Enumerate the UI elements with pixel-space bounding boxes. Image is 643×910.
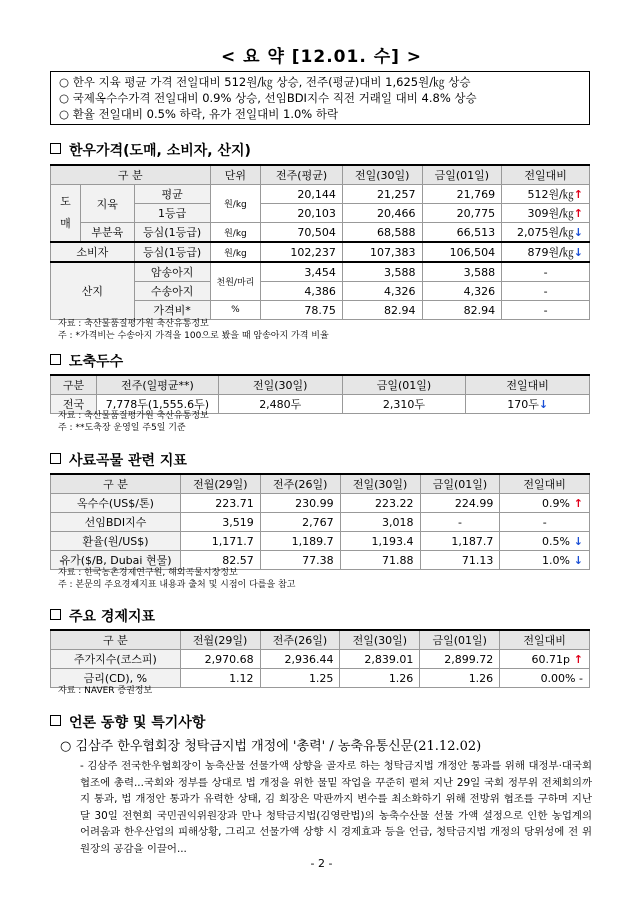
value-cell: 71.88 — [340, 551, 420, 570]
change-cell: - — [502, 301, 590, 320]
value-cell: 20,775 — [422, 204, 502, 223]
arrow-down-icon: ↓ — [573, 246, 583, 259]
row-label: 전국 — [51, 395, 97, 414]
arrow-down-icon: ↓ — [538, 398, 549, 411]
summary-box — [50, 71, 590, 125]
value-cell: 2,970.68 — [180, 650, 260, 669]
checkbox-square-icon — [50, 453, 61, 464]
col-header: 단위 — [210, 165, 261, 185]
arrow-down-icon: ↓ — [569, 553, 583, 567]
row-sublabel: 등심(1등급) — [134, 223, 210, 243]
footnote: 주 : **도축장 운영일 주5일 기준 — [58, 423, 186, 433]
arrow-up-icon: ↑ — [573, 188, 583, 201]
change-cell: 879원/㎏↓ — [502, 242, 590, 262]
value-cell: 82.57 — [180, 551, 260, 570]
change-cell: 309원/㎏↑ — [502, 204, 590, 223]
row-label: 부분육 — [80, 223, 134, 243]
value-cell: 1,171.7 — [180, 532, 260, 551]
value-cell: 2,767 — [260, 513, 340, 532]
col-header: 전일대비 — [502, 165, 590, 185]
source-note: 자료 : 한국농촌경제연구원, 해외곡물시장정보 — [58, 568, 238, 578]
change-cell: 0.00% - — [500, 669, 590, 688]
col-header: 전주(26일) — [260, 630, 340, 650]
footnote: 주 : *가격비는 수송아지 가격을 100으로 봤을 때 암송아지 가격 비율 — [58, 331, 329, 341]
value-cell: 20,144 — [261, 185, 343, 204]
change-cell: 0.9% ↑ — [500, 494, 590, 513]
value-cell: 70,504 — [261, 223, 343, 243]
change-cell: 0.5% ↓ — [500, 532, 590, 551]
col-header: 전주(평균) — [261, 165, 343, 185]
value-cell: 2,310두 — [342, 395, 466, 414]
value-cell: 2,839.01 — [340, 650, 420, 669]
value-cell: 1.12 — [180, 669, 260, 688]
col-header: 전일(30일) — [340, 630, 420, 650]
section-heading-econ: 주요 경제지표 — [50, 606, 155, 626]
footnote: 주 : 본문의 주요경제지표 내용과 출처 및 시점이 다를을 참고 — [58, 580, 296, 590]
value-cell: 82.94 — [342, 301, 422, 320]
summary-line: ○ 한우 지육 평균 가격 전일대비 512원/㎏ 상승, 전주(평균)대비 1,625원/㎏ 상승 — [59, 75, 471, 89]
row-label: 주가지수(코스피) — [51, 650, 181, 669]
change-cell: 512원/㎏↑ — [502, 185, 590, 204]
row-label: 선임BDI지수 — [51, 513, 181, 532]
unit-cell: 원/kg — [210, 242, 261, 262]
row-label: 금리(CD), % — [51, 669, 181, 688]
col-header: 금일(01일) — [422, 165, 502, 185]
value-cell: 20,103 — [261, 204, 343, 223]
change-cell: - — [502, 262, 590, 282]
value-cell: 223.22 — [340, 494, 420, 513]
row-label: 1등급 — [134, 204, 210, 223]
col-header: 구분 — [51, 375, 97, 395]
col-header: 전일(30일) — [218, 375, 342, 395]
arrow-down-icon: ↓ — [569, 534, 583, 548]
col-header: 전월(29일) — [180, 630, 260, 650]
col-header: 전주(일평균**) — [96, 375, 218, 395]
row-label: 유가($/B, Dubai 현물) — [51, 551, 181, 570]
col-header: 구 분 — [51, 474, 181, 494]
arrow-up-icon: ↑ — [569, 496, 583, 510]
value-cell: 4,326 — [422, 282, 502, 301]
arrow-up-icon: ↑ — [573, 207, 583, 220]
value-cell: 106,504 — [422, 242, 502, 262]
value-cell: 4,326 — [342, 282, 422, 301]
arrow-down-icon: ↓ — [573, 226, 583, 239]
unit-cell: 원/kg — [210, 223, 261, 243]
slaughter-table — [50, 374, 590, 414]
value-cell: 1,187.7 — [420, 532, 500, 551]
value-cell: 66,513 — [422, 223, 502, 243]
checkbox-square-icon — [50, 143, 61, 154]
section-heading-news: 언론 동향 및 특기사항 — [50, 712, 205, 732]
change-cell: - — [502, 282, 590, 301]
source-note: 자료 : NAVER 증권정보 — [58, 686, 153, 696]
summary-line: ○ 국제옥수수가격 전일대비 0.9% 상승, 선임BDI지수 직전 거래일 대비 4.8% 상승 — [59, 91, 477, 105]
page-title: < 요 약 [12.01. 수] > — [220, 47, 423, 67]
value-cell: 77.38 — [260, 551, 340, 570]
feed-table — [50, 473, 590, 570]
value-cell: 4,386 — [261, 282, 343, 301]
row-label: 평균 — [134, 185, 210, 204]
unit-cell: % — [210, 301, 261, 320]
row-sublabel: 수송아지 — [134, 282, 210, 301]
row-sublabel: 등심(1등급) — [134, 242, 210, 262]
col-header: 금일(01일) — [420, 474, 500, 494]
value-cell: 1.26 — [420, 669, 500, 688]
value-cell: 3,018 — [340, 513, 420, 532]
value-cell: 3,519 — [180, 513, 260, 532]
value-cell: 1,193.4 — [340, 532, 420, 551]
col-header: 전일대비 — [466, 375, 590, 395]
value-cell: 2,936.44 — [260, 650, 340, 669]
value-cell: 7,778두(1,555.6두) — [96, 395, 218, 414]
wholesale-label: 도 매 — [51, 185, 81, 243]
value-cell: 223.71 — [180, 494, 260, 513]
change-cell: 170두↓ — [466, 395, 590, 414]
col-header: 구 분 — [51, 165, 211, 185]
value-cell: 102,237 — [261, 242, 343, 262]
row-label: 산지 — [51, 262, 135, 320]
value-cell: 71.13 — [420, 551, 500, 570]
col-header: 금일(01일) — [420, 630, 500, 650]
col-header: 구 분 — [51, 630, 181, 650]
row-label: 환율(원/US$) — [51, 532, 181, 551]
col-header: 전주(26일) — [260, 474, 340, 494]
value-cell: 3,454 — [261, 262, 343, 282]
value-cell: 78.75 — [261, 301, 343, 320]
source-note: 자료 : 축산물품질평가원 축산유통정보 — [58, 411, 209, 421]
jiyuk-label: 지육 — [80, 185, 134, 223]
news-body: - 김삼주 전국한우협회장이 농축산물 선물가액 상향을 골자로 하는 청탁금지법 개정안 통과를 위해 대정부·대국회 협조에 총력...국회와 정부를 상대로 법 개정을 위한 물밑 작업을 꾸준히 펼쳐 지난 29일 국회 정무위 전체회의까지 통과, 법 개정안 통과가 유력한 상태, 김 회장은 막판까지 변수를 최소화하기 위해 전방위 협조를 구하며 지난 달 30일 전현희 국민권익위원장과 만나 청탁금지법(김영란법)의 농축수산물 선물 가액 설정으로 인한 농업계의 어려움과 한우산업의 피해상황, 그리고 선물가액 상향 시 경제효과 등을 언급, 청탁금지법 개정의 당위성에 전 위원장의 공감을 이끌어... — [80, 760, 592, 855]
value-cell: 230.99 — [260, 494, 340, 513]
value-cell: 21,769 — [422, 185, 502, 204]
no-change-dash: - — [579, 671, 583, 685]
unit-cell: 천원/마리 — [210, 262, 261, 301]
change-cell: 60.71p ↑ — [500, 650, 590, 669]
summary-line: ○ 환율 전일대비 0.5% 하락, 유가 전일대비 1.0% 하락 — [59, 107, 339, 121]
value-cell: 82.94 — [422, 301, 502, 320]
row-sublabel: 암송아지 — [134, 262, 210, 282]
value-cell: 68,588 — [342, 223, 422, 243]
row-label: 소비자 — [51, 242, 135, 262]
news-headline: ○ 김삼주 한우협회장 청탁금지법 개정에 '총력' / 농축유통신문(21.12.02) — [60, 739, 482, 754]
row-sublabel: 가격비* — [134, 301, 210, 320]
col-header: 전일(30일) — [340, 474, 420, 494]
value-cell: 1.26 — [340, 669, 420, 688]
checkbox-square-icon — [50, 609, 61, 620]
value-cell: 2,480두 — [218, 395, 342, 414]
col-header: 전일(30일) — [342, 165, 422, 185]
page-number: - 2 - — [310, 857, 333, 870]
value-cell: 107,383 — [342, 242, 422, 262]
unit-cell: 원/kg — [210, 185, 261, 223]
col-header: 전일대비 — [500, 474, 590, 494]
value-cell: 21,257 — [342, 185, 422, 204]
row-label: 옥수수(US$/톤) — [51, 494, 181, 513]
section-heading-feed: 사료곡물 관련 지표 — [50, 450, 187, 470]
section-heading-hanwoo: 한우가격(도매, 소비자, 산지) — [50, 140, 251, 160]
hanwoo-price-table — [50, 164, 590, 320]
econ-table — [50, 629, 590, 688]
section-heading-slaughter: 도축두수 — [50, 351, 123, 371]
value-cell: 3,588 — [342, 262, 422, 282]
change-cell: 2,075원/㎏↓ — [502, 223, 590, 243]
change-cell: 1.0% ↓ — [500, 551, 590, 570]
value-cell: 1.25 — [260, 669, 340, 688]
value-cell: 2,899.72 — [420, 650, 500, 669]
value-cell: - — [420, 513, 500, 532]
change-cell: - — [500, 513, 590, 532]
col-header: 전일대비 — [500, 630, 590, 650]
checkbox-square-icon — [50, 354, 61, 365]
col-header: 전월(29일) — [180, 474, 260, 494]
value-cell: 1,189.7 — [260, 532, 340, 551]
col-header: 금일(01일) — [342, 375, 466, 395]
value-cell: 224.99 — [420, 494, 500, 513]
checkbox-square-icon — [50, 715, 61, 726]
arrow-up-icon: ↑ — [569, 652, 583, 666]
source-note: 자료 : 축산물품질평가원 축산유통정보 — [58, 319, 209, 329]
value-cell: 20,466 — [342, 204, 422, 223]
value-cell: 3,588 — [422, 262, 502, 282]
